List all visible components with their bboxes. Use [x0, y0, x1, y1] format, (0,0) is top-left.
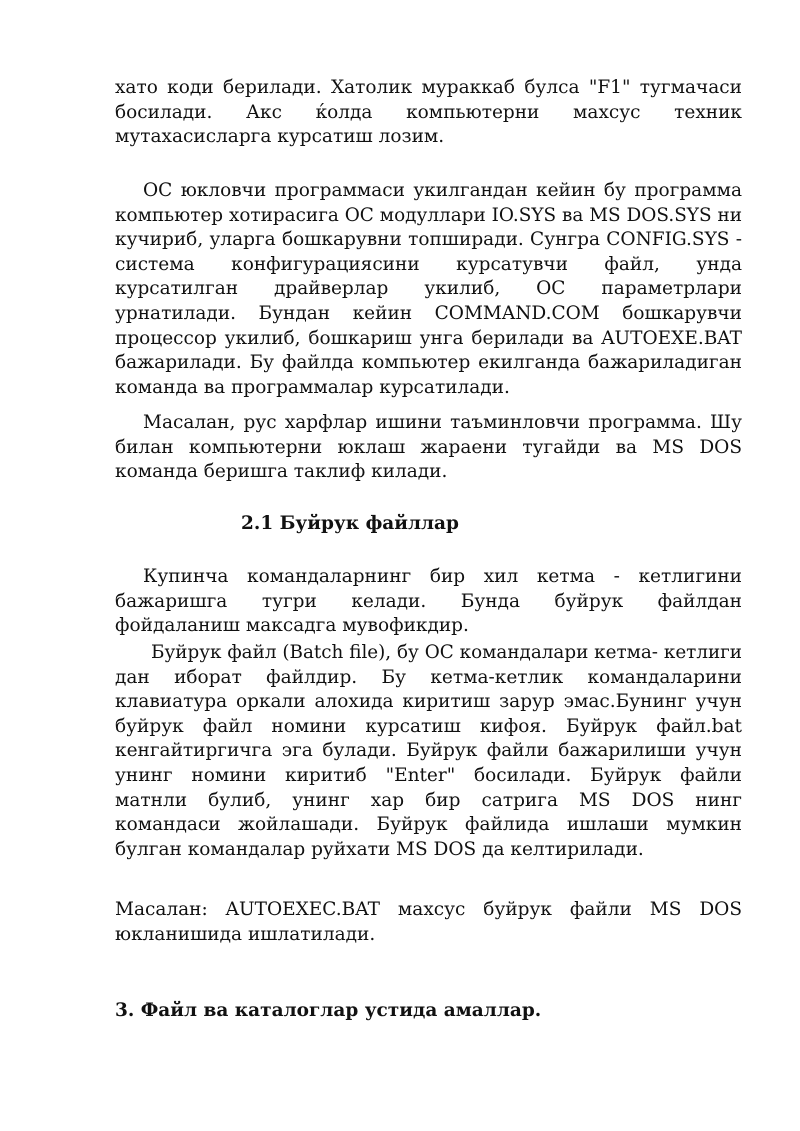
text-line: курсатилган драйверлар укилиб, ОС параметрлари [115, 278, 742, 300]
text-line: клавиатура оркали алохида киритиш зарур эмас.Бунинг учун [115, 691, 742, 713]
text-line: процессор укилиб, бошкариш унга берилади ва AUTOEXE.BAT [115, 327, 742, 349]
text-line: кенгайтиргичга эга булади. Буйрук файли бажарилиши учун [115, 740, 742, 762]
text-line: хато коди берилади. Хатолик мураккаб булса "F1" тугмачаси [115, 77, 742, 98]
text-line: Буйрук файл (Batch file), бу ОС командалари кетма- кетлиги [151, 642, 742, 663]
text-line: билан компьютерни юклаш жараени тугайди ва MS DOS [115, 436, 742, 458]
text-line: команда ва программалар курсатилади. [115, 376, 510, 398]
text-line: урнатилади. Бундан кейин COMMAND.COM бошкарувчи [115, 302, 742, 324]
text-line: Масалан, рус харфлар ишини таъминловчи программа. Шу [143, 412, 742, 433]
paragraph-os-loader [115, 179, 742, 400]
text-line: фойдаланиш максадга мувофикдир. [115, 615, 469, 637]
paragraph-example-russian [115, 411, 742, 485]
text-line: кучириб, уларга бошкарувни топширади. Сунгра CONFIG.SYS - [115, 229, 742, 251]
text-line: Купинча командаларнинг бир хил кетма - кетлигини [143, 566, 742, 587]
text-line: дан иборат файлдир. Бу кетма-кетлик командаларини [115, 666, 742, 688]
text-line: компьютер хотирасига ОС модуллари IO.SYS ва MS DOS.SYS ни [115, 204, 742, 226]
text-line: юкланишида ишлатилади. [115, 923, 376, 945]
text-line: бажаришга тугри келади. Бунда буйрук файлдан [115, 590, 742, 612]
text-line: командаси жойлашади. Буйрук файлида ишлаши мумкин [115, 814, 742, 836]
text-line: унинг номини киритиб "Enter" босилади. Буйрук файли [115, 764, 742, 786]
section-heading-files-directories: 3. Файл ва каталоглар устида амаллар. [115, 1000, 542, 1021]
text-line: команда беришга таклиф килади. [115, 461, 448, 483]
paragraph-error-code [115, 76, 742, 150]
text-line: булган командалар руйхати MS DOS да келтирилади. [115, 838, 644, 860]
text-line: матнли булиб, унинг хар бир сатрига MS DOS нинг [115, 789, 742, 811]
text-line: бажарилади. Бу файлда компьютер екилганда бажариладиган [115, 352, 742, 374]
text-line: мутахасисларга курсатиш лозим. [115, 126, 445, 148]
text-line: буйрук файл номини курсатиш кифоя. Буйрук файл.bat [115, 715, 742, 737]
text-line: система конфигурациясини курсатувчи файл, унда [115, 253, 742, 275]
section-heading-batch-files: 2.1 Буйрук файллар [241, 513, 459, 534]
paragraph-command-sequence [115, 565, 742, 639]
paragraph-autoexec-example [115, 898, 742, 947]
paragraph-batch-file-definition [115, 641, 742, 862]
text-line: ОС юкловчи программаси укилгандан кейин бу программа [143, 180, 742, 201]
text-line: Масалан: AUTOEXEC.BAT махсус буйрук файли MS DOS [115, 899, 742, 920]
text-line: босилади. Акс ќолда компьютерни махсус техник [115, 101, 742, 123]
